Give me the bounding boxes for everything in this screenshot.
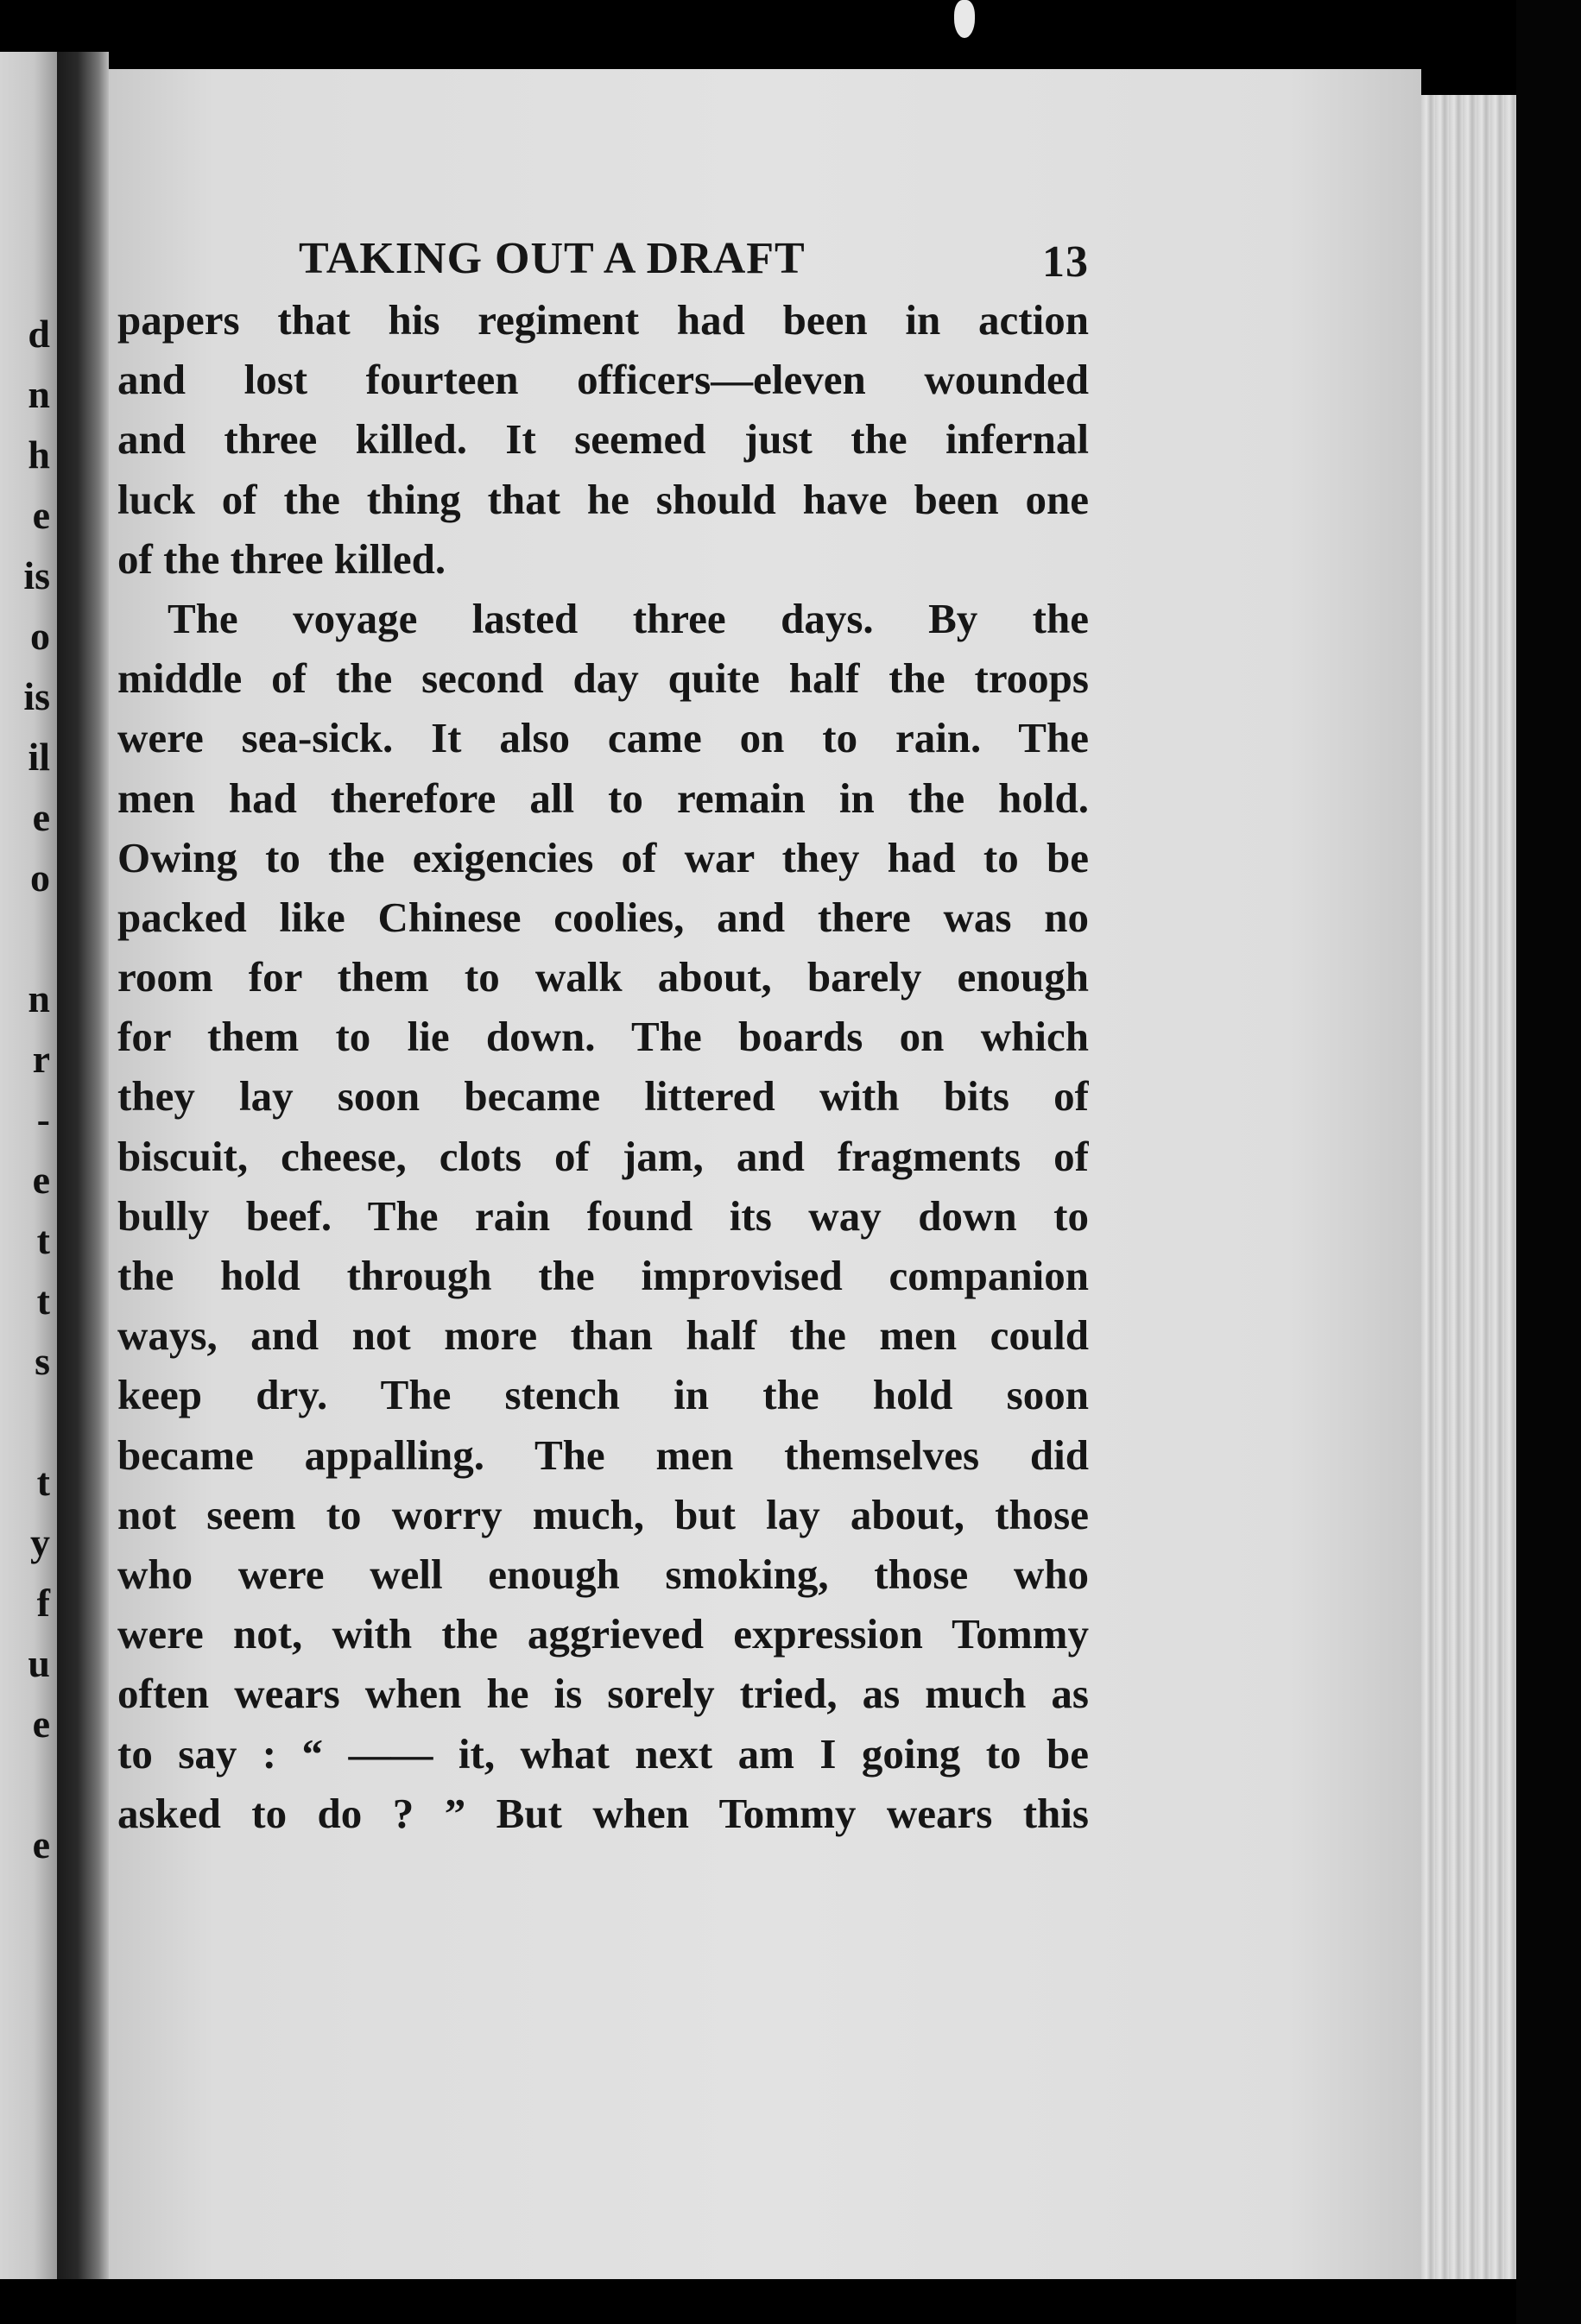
text-line: biscuit, cheese, clots of jam, and fragments of <box>117 1132 1089 1180</box>
facing-page-char: - <box>36 1097 50 1141</box>
facing-page-edge <box>0 52 57 2279</box>
facing-page-char: u <box>28 1641 50 1685</box>
facing-page-char: o <box>30 856 50 900</box>
facing-page-char: y <box>30 1520 50 1564</box>
facing-page-char: e <box>32 1702 50 1746</box>
page-number: 13 <box>1042 237 1089 287</box>
facing-page-char: il <box>28 735 50 779</box>
text-line: of the three killed. <box>117 534 446 583</box>
scan-background <box>1516 0 1581 2324</box>
text-line: men had therefore all to remain in the hold. <box>117 774 1089 822</box>
facing-page-char: d <box>28 312 50 356</box>
text-line: to say : “ —— it, what next am I going to be <box>117 1729 1089 1778</box>
text-line: middle of the second day quite half the troops <box>117 654 1089 703</box>
facing-page-char: e <box>32 795 50 839</box>
text-line: bully beef. The rain found its way down to <box>117 1191 1089 1240</box>
facing-page-char: e <box>32 493 50 537</box>
facing-page-char: r <box>32 1037 50 1081</box>
text-line: and lost fourteen officers—eleven wounded <box>117 356 1089 404</box>
facing-page-char: f <box>36 1581 50 1625</box>
text-line: became appalling. The men themselves did <box>117 1430 1089 1479</box>
text-line: keep dry. The stench in the hold soon <box>117 1371 1089 1419</box>
facing-page-char: is <box>23 674 50 718</box>
facing-page-fragments <box>0 52 57 2279</box>
text-line: The voyage lasted three days. By the <box>168 594 1089 642</box>
facing-page-char: s <box>35 1339 50 1383</box>
page-edges-stack <box>1421 95 1516 2279</box>
text-line: ways, and not more than half the men could <box>117 1311 1089 1360</box>
facing-page-char: e <box>32 1822 50 1866</box>
text-line: were not, with the aggrieved expression Tommy <box>117 1610 1089 1658</box>
text-line: Owing to the exigencies of war they had to be <box>117 833 1089 881</box>
facing-page-char: t <box>36 1279 50 1323</box>
facing-page-char: t <box>36 1460 50 1504</box>
text-line: asked to do ? ” But when Tommy wears this <box>117 1789 1089 1837</box>
body-text <box>117 290 1089 1843</box>
running-head <box>117 233 1089 290</box>
text-line: packed like Chinese coolies, and there was no <box>117 893 1089 941</box>
text-line: they lay soon became littered with bits of <box>117 1072 1089 1121</box>
facing-page-char: n <box>28 976 50 1020</box>
facing-page-char: o <box>30 614 50 658</box>
text-line: not seem to worry much, but lay about, those <box>117 1490 1089 1538</box>
facing-page-char: e <box>32 1158 50 1202</box>
facing-page-char: is <box>23 553 50 597</box>
text-line: for them to lie down. The boards on which <box>117 1013 1089 1061</box>
scan-artifact <box>954 0 975 38</box>
text-line: the hold through the improvised companion <box>117 1252 1089 1299</box>
text-line: often wears when he is sorely tried, as much as <box>117 1670 1089 1718</box>
facing-page-char: n <box>28 372 50 416</box>
facing-page-char: h <box>28 433 50 477</box>
text-line: were sea-sick. It also came on to rain. The <box>117 714 1089 762</box>
text-line: papers that his regiment had been in action <box>117 296 1089 344</box>
facing-page-char: t <box>36 1218 50 1262</box>
text-line: room for them to walk about, barely enough <box>117 953 1089 1001</box>
running-title: TAKING OUT A DRAFT <box>299 234 806 283</box>
page-text <box>117 233 1089 1843</box>
text-line: and three killed. It seemed just the infernal <box>117 415 1089 464</box>
text-line: who were well enough smoking, those who <box>117 1550 1089 1598</box>
book-gutter <box>57 52 109 2279</box>
text-line: luck of the thing that he should have been one <box>117 475 1089 523</box>
